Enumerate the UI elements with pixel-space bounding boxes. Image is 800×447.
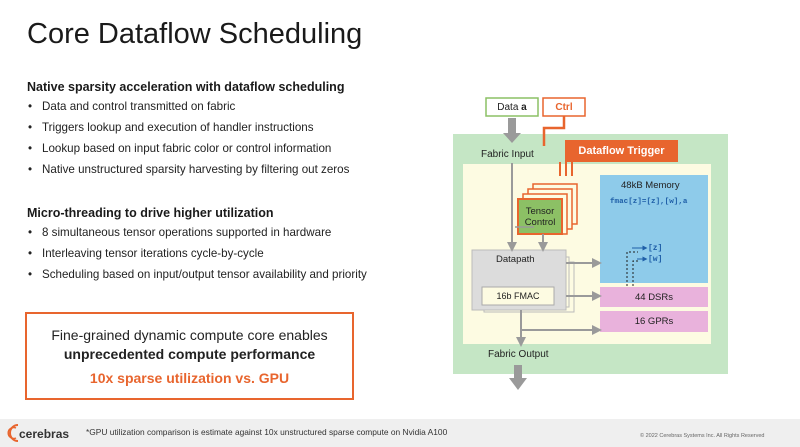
list-item: • 8 simultaneous tensor operations supported in hardware xyxy=(27,222,367,243)
section-heading-sparsity: Native sparsity acceleration with dataflow scheduling xyxy=(27,80,345,94)
gpr-label: 16 GPRs xyxy=(634,316,674,327)
list-item: • Data and control transmitted on fabric xyxy=(27,96,349,117)
memory-label: 48kB Memory xyxy=(621,180,680,191)
page-title: Core Dataflow Scheduling xyxy=(27,18,363,50)
datapath-label: Datapath xyxy=(496,254,535,265)
tensor-control-label: Tensor Control xyxy=(524,205,556,228)
fabric-output-label: Fabric Output xyxy=(488,349,549,360)
memory-box xyxy=(600,175,708,283)
footnote: *GPU utilization comparison is estimate against 10x unstructured sparse compute on Nvidia A100 xyxy=(86,427,448,437)
fmac-label: 16b FMAC xyxy=(496,291,540,301)
callout-line-1: Fine-grained dynamic compute core enables xyxy=(51,327,328,343)
dataflow-trigger-label: Dataflow Trigger xyxy=(578,145,665,157)
list-item: • Native unstructured sparsity harvesting by filtering out zeros xyxy=(27,159,349,180)
callout-line-2: unprecedented compute performance xyxy=(63,346,316,362)
section-heading-microthreading: Micro-threading to drive higher utilization xyxy=(27,206,274,220)
fabric-input-label: Fabric Input xyxy=(481,149,534,160)
z-register-label: [z] xyxy=(648,244,663,253)
list-item: • Triggers lookup and execution of handler instructions xyxy=(27,117,349,138)
list-item: • Scheduling based on input/output tensor availability and priority xyxy=(27,264,367,285)
list-item: • Lookup based on input fabric color or control information xyxy=(27,138,349,159)
fmac-instruction: fmac[z]=[z],[w],a xyxy=(610,198,688,206)
list-item: • Interleaving tensor iterations cycle-by-cycle xyxy=(27,243,367,264)
callout-highlight: 10x sparse utilization vs. GPU xyxy=(89,370,290,386)
w-register-label: [w] xyxy=(648,255,663,264)
copyright: © 2022 Cerebras Systems Inc. All Rights Reserved xyxy=(640,433,765,439)
ctrl-input-label: Ctrl xyxy=(555,101,573,113)
cerebras-logo-text: cerebras xyxy=(19,427,70,441)
data-input-label: Data a xyxy=(497,101,527,113)
dsr-label: 44 DSRs xyxy=(634,291,673,303)
